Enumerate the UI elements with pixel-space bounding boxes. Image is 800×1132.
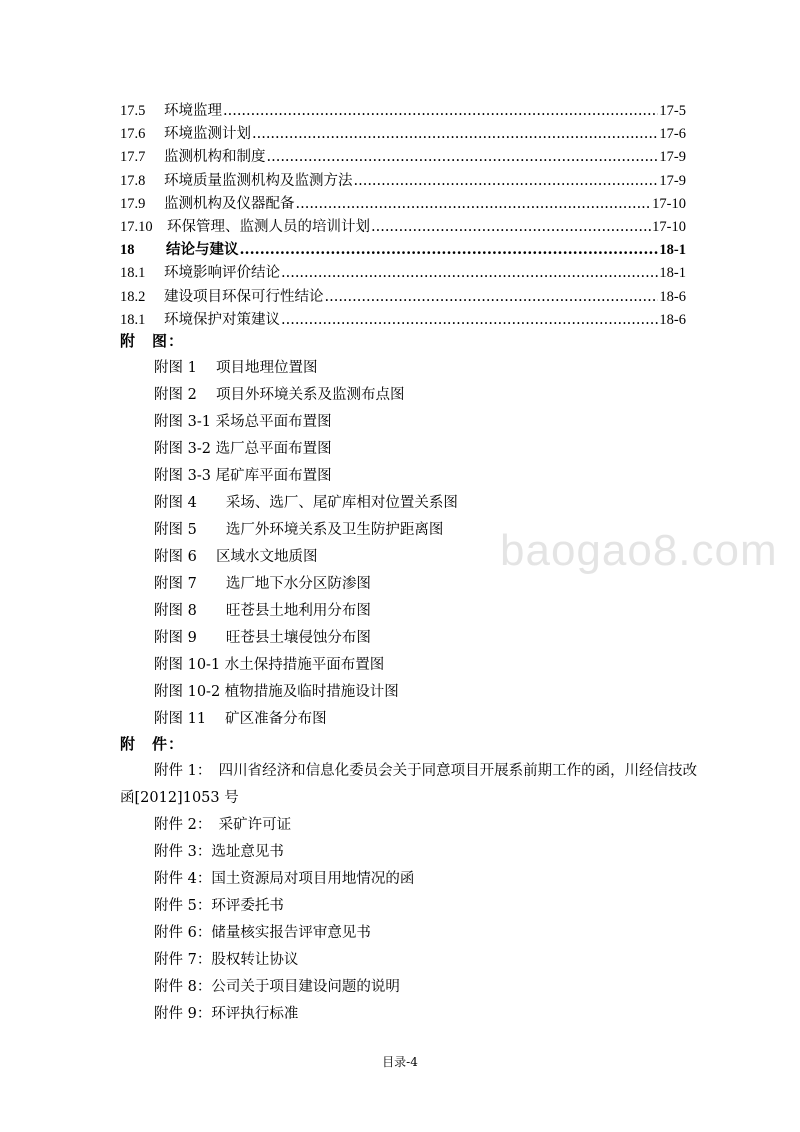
toc-leader: [267, 149, 659, 165]
figure-item: 附图 10-2 植物措施及临时措施设计图: [154, 684, 399, 700]
figure-item: 附图 3-1 采场总平面布置图: [154, 414, 332, 430]
figures-heading: 附 图：: [120, 332, 185, 350]
figure-item: 附图 10-1 水土保持措施平面布置图: [154, 657, 385, 673]
toc-leader: [240, 241, 659, 258]
attachment-item: 附件 6：储量核实报告评审意见书: [154, 925, 371, 941]
toc-number: 17.10: [120, 218, 153, 235]
figure-item: 附图 9 旺苍县土壤侵蚀分布图: [154, 630, 371, 646]
figure-item: 附图 11 矿区准备分布图: [154, 711, 327, 727]
toc-entry: [120, 99, 686, 122]
toc-number: 18: [120, 242, 135, 259]
toc-leader: [354, 173, 659, 189]
toc-leader: [296, 196, 652, 212]
toc-number: 18.1: [120, 265, 146, 282]
attachment-item: 附件 5：环评委托书: [154, 898, 284, 914]
toc-page: 18-6: [659, 288, 686, 305]
toc-number: 17.6: [120, 126, 146, 143]
toc-title: 建设项目环保可行性结论: [164, 288, 324, 305]
attachments-list: [154, 812, 714, 1028]
attachment-item: 附件 7：股权转让协议: [154, 952, 299, 968]
figure-item: 附图 2 项目外环境关系及监测布点图: [154, 387, 405, 403]
toc-entry: [120, 215, 686, 238]
toc-page: 18-1: [659, 242, 686, 259]
toc-number: 17.9: [120, 195, 146, 212]
attachment-item: 附件 9：环评执行标准: [154, 1006, 299, 1022]
toc-title: 环境监测计划: [164, 126, 251, 143]
toc-leader: [325, 289, 659, 305]
toc-title: 环境保护对策建议: [164, 311, 280, 328]
attachment-item: 附件 8：公司关于项目建设问题的说明: [154, 979, 400, 995]
toc-page: 17-5: [659, 103, 686, 119]
page-number: 目录-4: [382, 1055, 418, 1069]
toc-entry: [120, 192, 686, 215]
figure-item: 附图 7 选厂地下水分区防渗图: [154, 576, 371, 592]
toc-page: 17-6: [659, 126, 686, 143]
toc-leader: [281, 312, 658, 328]
attachment-item: 附件 2： 采矿许可证: [154, 817, 292, 833]
toc-entry: [120, 145, 686, 168]
toc-number: 18.2: [120, 288, 146, 305]
figure-item: 附图 8 旺苍县土地利用分布图: [154, 603, 371, 619]
toc-leader: [223, 103, 658, 119]
toc-page: 18-1: [659, 265, 686, 282]
figure-item: 附图 3-2 选厂总平面布置图: [154, 441, 332, 457]
toc-title: 结论与建议: [166, 241, 239, 259]
toc-number: 17.5: [120, 103, 146, 119]
watermark: baogao8.com: [500, 526, 778, 575]
toc-entry: [120, 169, 686, 192]
toc-leader: [371, 219, 651, 235]
toc-number: 18.1: [120, 311, 146, 328]
toc-title: 环保管理、监测人员的培训计划: [167, 218, 370, 235]
attachments-heading: 附 件：: [120, 735, 185, 753]
toc-title: 监测机构及仪器配备: [164, 195, 295, 212]
toc-page: 17-10: [652, 195, 686, 212]
attachment-item: 附件 3：选址意见书: [154, 844, 284, 860]
toc-page: 17-9: [659, 149, 686, 166]
toc-title: 环境质量监测机构及监测方法: [164, 172, 353, 189]
figure-item: 附图 3-3 尾矿库平面布置图: [154, 468, 332, 484]
toc-title: 环境影响评价结论: [164, 265, 280, 282]
toc-entry: [120, 261, 686, 284]
toc-entry: [120, 308, 686, 331]
toc-entry: [120, 122, 686, 145]
attachment-item: 附件 4：国土资源局对项目用地情况的函: [154, 871, 415, 887]
table-of-contents: [120, 99, 686, 331]
toc-title: 监测机构和制度: [164, 149, 266, 166]
attachment-1: 附件 1： 四川省经济和信息化委员会关于同意项目开展系前期工作的函，川经信技改函[2012]1053 号: [120, 763, 698, 806]
toc-entry: [120, 238, 686, 261]
toc-leader: [252, 126, 658, 142]
figure-item: 附图 4 采场、选厂、尾矿库相对位置关系图: [154, 495, 458, 511]
toc-page: 17-10: [652, 218, 686, 235]
toc-page: 18-6: [659, 311, 686, 328]
toc-leader: [281, 265, 658, 281]
figure-item: 附图 5 选厂外环境关系及卫生防护距离图: [154, 522, 444, 538]
toc-number: 17.7: [120, 149, 146, 166]
figure-item: 附图 1 项目地理位置图: [154, 360, 318, 376]
toc-title: 环境监理: [164, 103, 222, 119]
toc-entry: [120, 285, 686, 308]
toc-number: 17.8: [120, 172, 146, 189]
figure-item: 附图 6 区域水文地质图: [154, 549, 318, 565]
toc-page: 17-9: [659, 172, 686, 189]
